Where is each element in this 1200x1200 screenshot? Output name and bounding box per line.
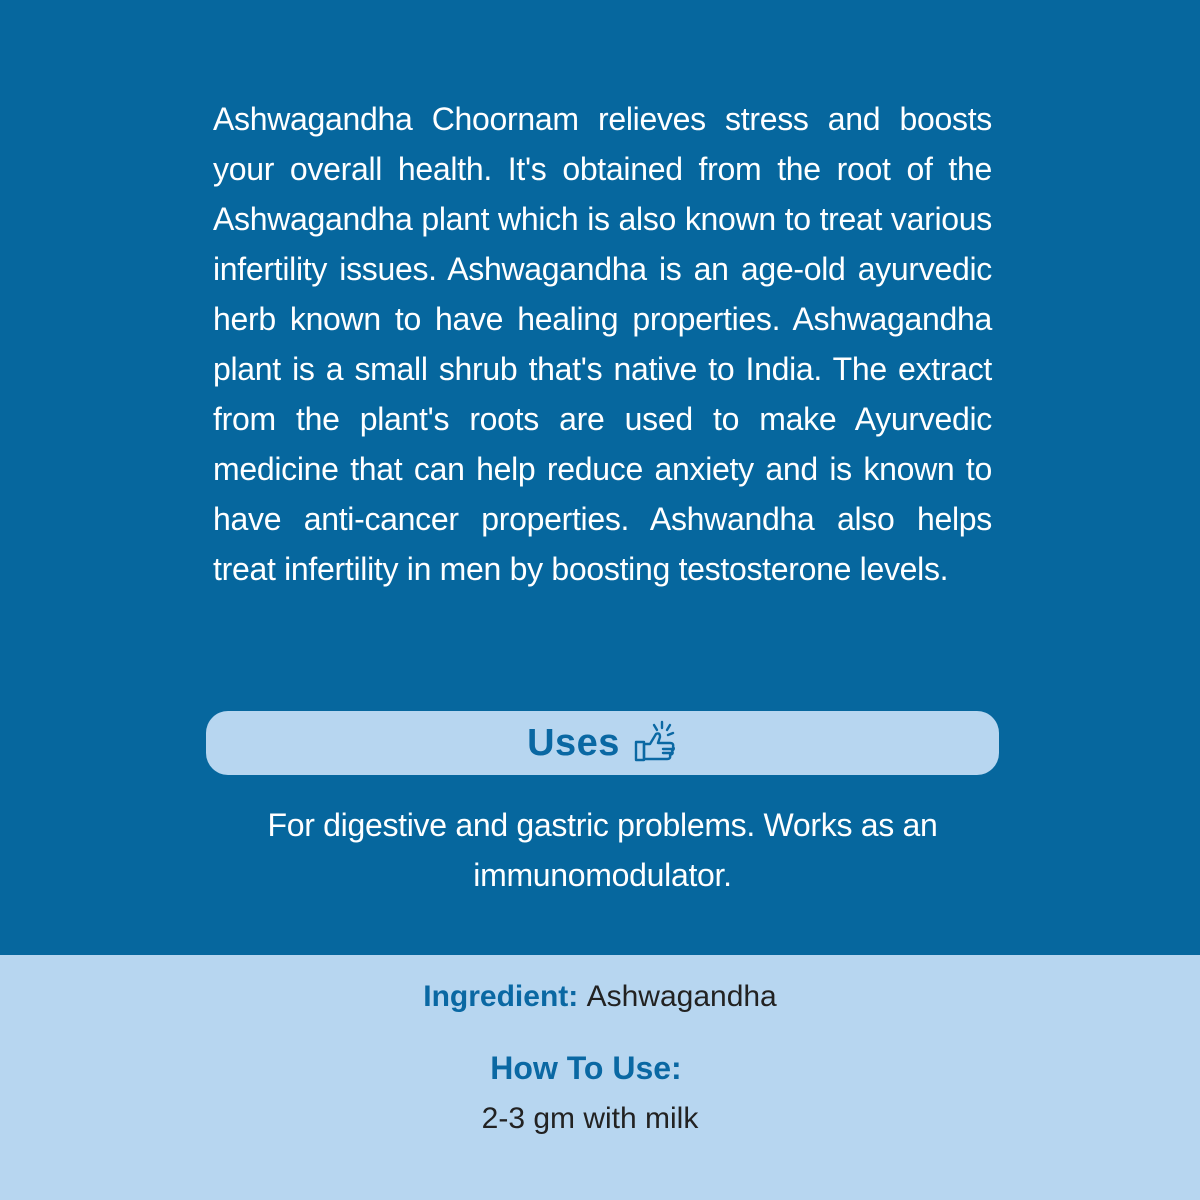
uses-heading-bar (206, 711, 999, 775)
uses-title: Uses (527, 721, 620, 764)
uses-description: For digestive and gastric problems. Works as an immunomodulator. (267, 807, 938, 893)
details-section (0, 955, 1200, 1200)
ingredient-line (0, 977, 1200, 1017)
product-description: Ashwagandha Choornam relieves stress and boosts your overall health. It's obtained from the root of the Ashwagandha plant which is also known to treat various infertility issues. Ashwagandha is an age-old ayurvedic herb known to have healing properties. Ashwagandha plant is a small shrub that's native to India. The extract from the plant's roots are used to make Ayurvedic medicine that can help reduce anxiety and is known to have anti-cancer properties. Ashwandha also helps treat infertility in men by boosting testosterone levels. (213, 101, 992, 587)
ingredient-label: Ingredient: (423, 980, 587, 1013)
how-to-use-label: How To Use: (490, 1050, 682, 1086)
thumbs-up-icon (632, 720, 678, 766)
ingredient-value: Ashwagandha (586, 980, 777, 1013)
how-to-use-value: 2-3 gm with milk (481, 1102, 699, 1135)
